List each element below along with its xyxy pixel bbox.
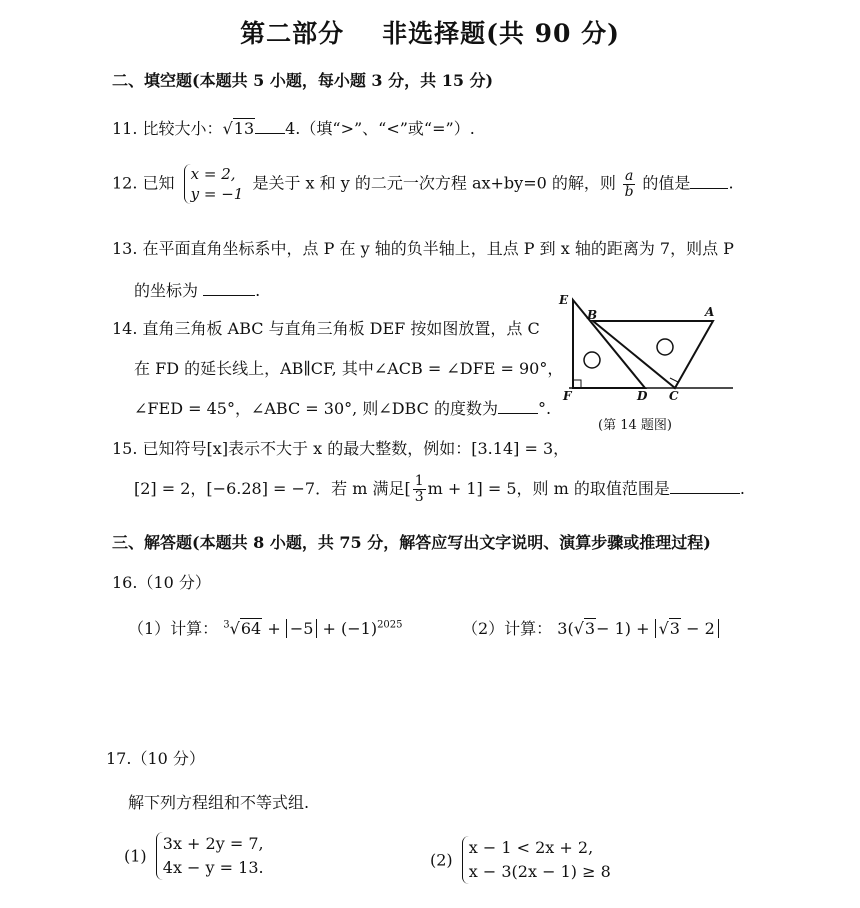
label-e: E <box>559 293 569 307</box>
question-12: 12. 已知 x = 2, y = −1 是关于 x 和 y 的二元一次方程 ax+by=0 的解，则 $\frac{a}{b}$ 的值是 . <box>112 165 734 203</box>
question-16-part1: （1）计算： $^3√64 + -5 + (-1)^{2025}$ <box>128 619 403 638</box>
hole-def <box>584 352 600 368</box>
question-17-part2: (2) x − 1 < 2x + 2, x − 3(2x − 1) ≥ 8 <box>430 836 615 884</box>
triangle-def <box>573 300 645 388</box>
page-title <box>0 14 860 50</box>
question-16-part2: （2）计算： 3(√3− 1) + √3 − 2 <box>462 616 719 639</box>
question-14-line2: 在 FD 的延长线上，AB∥CF, 其中∠ACB = ∠DFE = 90°， <box>134 359 564 378</box>
part-name: 非选择题(共 90 分) <box>382 19 620 48</box>
question-14: 14. 直角三角板 ABC 与直角三角板 DEF 按如图放置，点 C <box>112 319 540 338</box>
section3-heading: 三、解答题(本题共 8 小题，共 75 分，解答应写出文字说明、演算步骤或推理过程) <box>112 533 711 552</box>
question-13: 13. 在平面直角坐标系中，点 P 在 y 轴的负半轴上，且点 P 到 x 轴的距离为 7，则点 P <box>112 239 734 258</box>
figure-14-caption: (第 14 题图) <box>598 418 672 433</box>
figure-14-triangles <box>555 292 740 404</box>
label-d: D <box>637 389 648 403</box>
system-17-2: x − 1 < 2x + 2, x − 3(2x − 1) ≥ 8 <box>462 836 611 884</box>
question-17-head: 17.（10 分） <box>106 749 205 768</box>
triangle-abc <box>593 321 713 388</box>
question-14-line3: ∠FED = 45°，∠ABC = 30°, 则∠DBC 的度数为 °. <box>134 399 552 418</box>
hole-abc <box>657 339 673 355</box>
label-c: C <box>669 389 679 403</box>
label-b: B <box>587 308 598 322</box>
question-16-head: 16.（10 分） <box>112 573 211 592</box>
question-15-line2: [2] = 2，[−6.28] = −7．若 m 满足[ $\frac{1}{3}$ m + 1] = 5，则 m 的取值范围是 . <box>134 473 745 505</box>
question-17-intro: 解下列方程组和不等式组. <box>128 793 310 812</box>
question-17-part1: (1) 3x + 2y = 7, 4x − y = 13. <box>124 832 268 880</box>
fraction-one-third: $\frac{1}{3}$ <box>414 473 424 505</box>
question-15: 15. 已知符号[x]表示不大于 x 的最大整数，例如：[3.14] = 3， <box>112 439 570 458</box>
label-a: A <box>705 305 715 319</box>
question-13-line2: 的坐标为 . <box>134 281 261 300</box>
label-f: F <box>563 389 572 403</box>
section2-heading: 二、填空题(本题共 5 小题，每小题 3 分，共 15 分) <box>112 71 494 90</box>
right-angle-f <box>573 380 581 388</box>
system-of-equations: x = 2, y = −1 <box>184 164 244 204</box>
system-17-1: 3x + 2y = 7, 4x − y = 13. <box>156 832 264 880</box>
part-label: 第二部分 <box>240 19 345 48</box>
question-11: 11. 比较大小：√13 4.（填“>”、“<”或“=”）. <box>112 119 475 138</box>
fraction-a-over-b: $\frac{a}{b}$ <box>624 167 634 200</box>
